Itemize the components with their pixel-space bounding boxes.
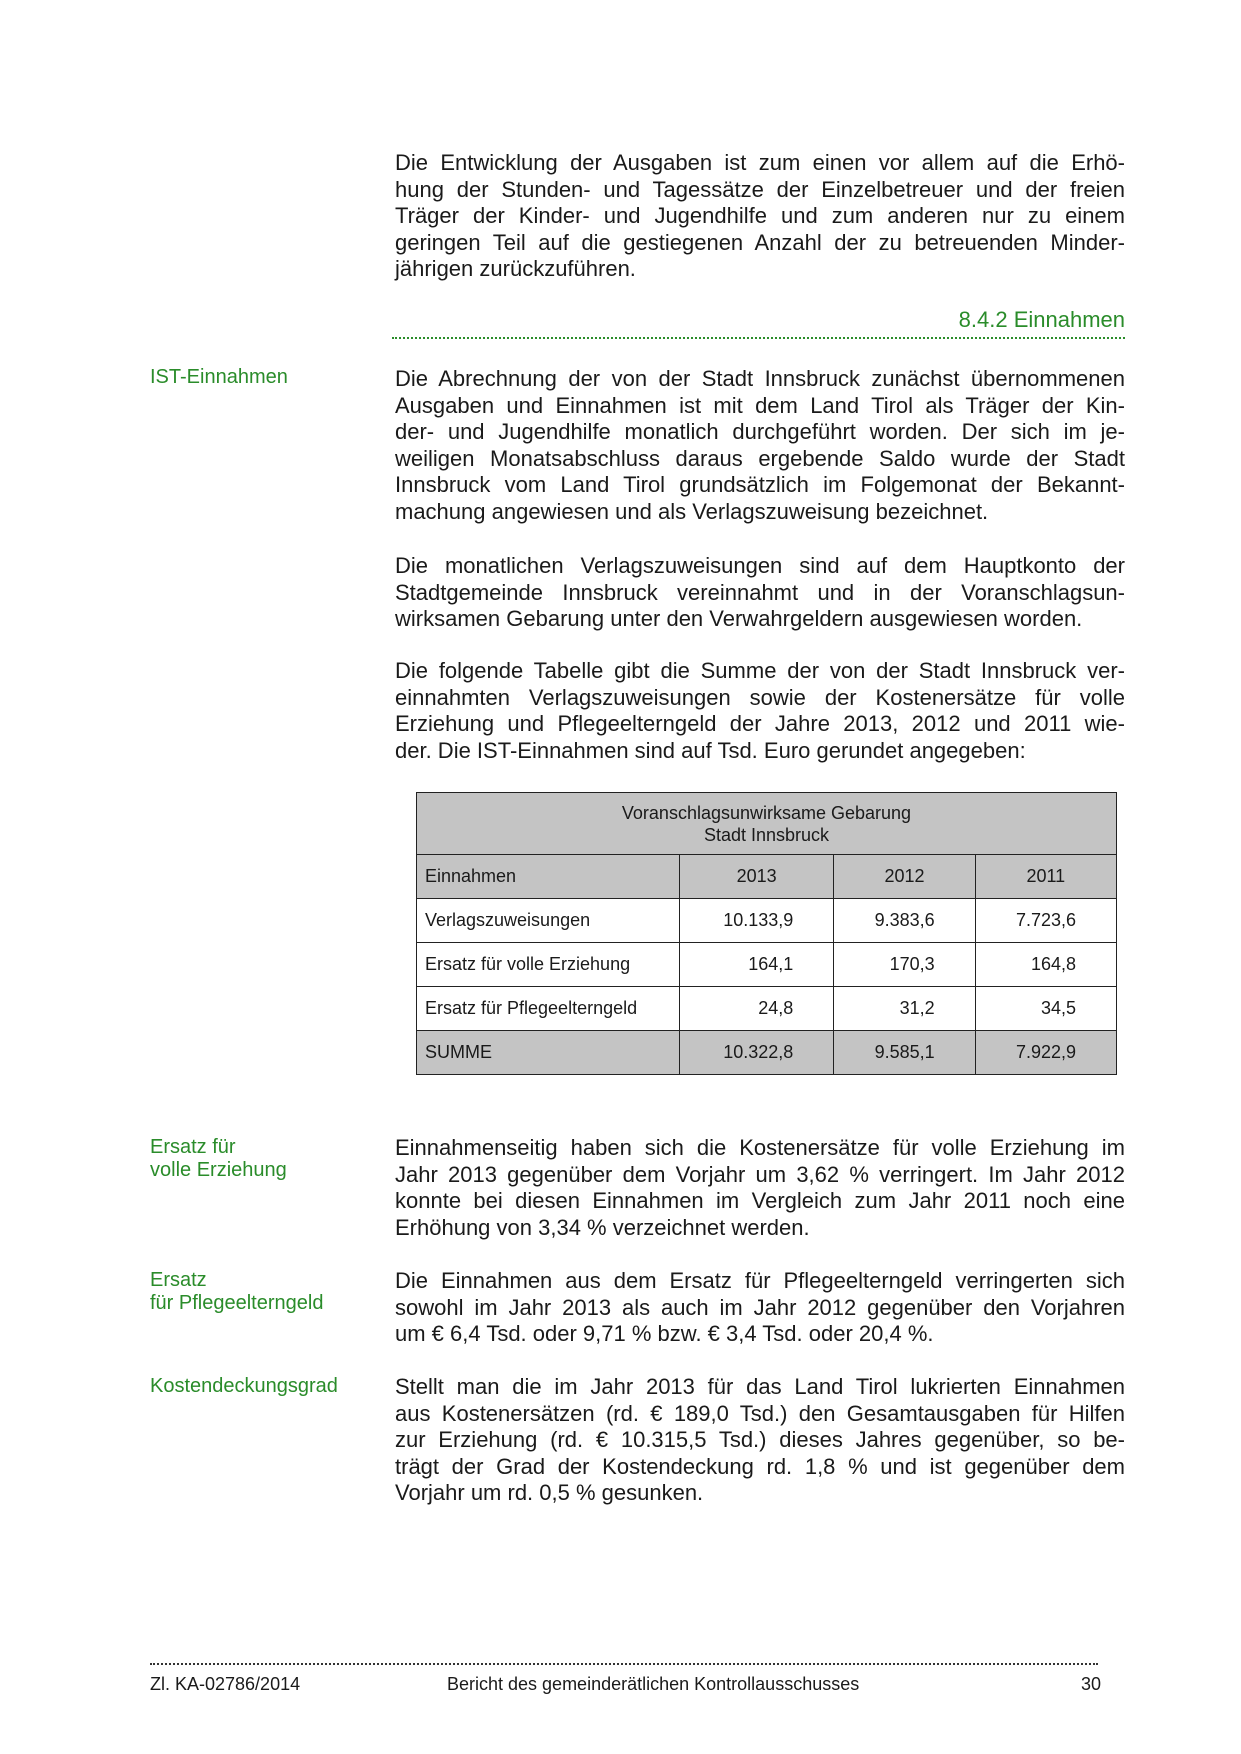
text-line: einnahmten Verlagszuweisungen sowie der Kostenersätze für volle	[395, 684, 1125, 710]
header-cell: 2011	[975, 855, 1116, 899]
text-line: hung der Stunden- und Tagessätze der Einzelbetreuer und der freien	[395, 176, 1125, 202]
table-title	[417, 793, 1117, 855]
text-line: Die Abrechnung der von der Stadt Innsbruck zunächst übernommenen	[395, 366, 1125, 391]
row-label: Ersatz für volle Erziehung	[417, 943, 680, 987]
cell: 9.585,1	[834, 1031, 975, 1075]
paragraph-pflege	[395, 1268, 1125, 1348]
text-line: Die monatlichen Verlagszuweisungen sind auf dem Hauptkonto der	[395, 553, 1125, 578]
table-title-line: Voranschlagsunwirksame Gebarung	[621, 802, 912, 823]
text-line: Die Entwicklung der Ausgaben ist zum einen vor allem auf die Erhö-	[395, 150, 1125, 175]
cell: 10.133,9	[680, 899, 834, 943]
cell: 170,3	[834, 943, 975, 987]
text-line: der- und Jugendhilfe monatlich durchgeführt worden. Der sich im je-	[395, 419, 1125, 445]
paragraph-intro	[395, 150, 1125, 283]
text-line: trägt der Grad der Kostendeckung rd. 1,8 % und ist gegenüber dem	[395, 1453, 1125, 1479]
page-number: 30	[1080, 1674, 1101, 1694]
text-line: Die Einnahmen aus dem Ersatz für Pflegeelterngeld verringerten sich	[395, 1268, 1125, 1293]
table-row	[417, 987, 1117, 1031]
text-line: Kostendeckungsgrad	[150, 1375, 338, 1397]
text-line: für Pflegeelterngeld	[150, 1292, 324, 1314]
section-heading: 8.4.2 Einnahmen	[958, 307, 1125, 332]
text-line: Ersatz	[150, 1269, 207, 1291]
cell: 164,8	[975, 943, 1116, 987]
table-header-row	[417, 855, 1117, 899]
paragraph-tabelle-intro	[395, 658, 1125, 764]
cell: 7.723,6	[975, 899, 1116, 943]
text-line: wirksamen Gebarung unter den Verwahrgeldern ausgewiesen worden.	[395, 606, 1083, 632]
text-line: Einnahmenseitig haben sich die Kostenersätze für volle Erziehung im	[395, 1135, 1125, 1160]
row-label: SUMME	[417, 1031, 680, 1075]
margin-label-ersatz-pflege	[150, 1269, 323, 1315]
paragraph-erziehung	[395, 1135, 1125, 1241]
margin-label-kostendeckung	[150, 1375, 338, 1398]
income-table	[416, 792, 1117, 1075]
text-line: um € 6,4 Tsd. oder 9,71 % bzw. € 3,4 Tsd. oder 20,4 %.	[395, 1321, 934, 1347]
header-cell: 2013	[680, 855, 834, 899]
footer-title: Bericht des gemeinderätlichen Kontrollausschusses	[447, 1674, 860, 1694]
text-line: geringen Teil auf die gestiegenen Anzahl der zu betreuenden Minder-	[395, 229, 1125, 255]
footer-reference: Zl. KA-02786/2014	[150, 1674, 301, 1694]
text-line: IST-Einnahmen	[150, 366, 288, 388]
text-line: Träger der Kinder- und Jugendhilfe und zum anderen nur zu einem	[395, 203, 1125, 229]
text-line: Die folgende Tabelle gibt die Summe der von der Stadt Innsbruck ver-	[395, 658, 1125, 683]
cell: 9.383,6	[834, 899, 975, 943]
cell: 24,8	[680, 987, 834, 1031]
header-cell: Einnahmen	[417, 855, 680, 899]
text-line: der. Die IST-Einnahmen sind auf Tsd. Euro gerundet angegeben:	[395, 737, 1026, 763]
paragraph-kostendeckung	[395, 1374, 1125, 1507]
text-line: Innsbruck vom Land Tirol grundsätzlich im Folgemonat der Bekannt-	[395, 472, 1125, 498]
header-cell: 2012	[834, 855, 975, 899]
paragraph-monatliche-zuweisungen	[395, 553, 1125, 633]
text-line: aus Kostenersätzen (rd. € 189,0 Tsd.) den Gesamtausgaben für Hilfen	[395, 1400, 1125, 1426]
text-line: zur Erziehung (rd. € 10.315,5 Tsd.) dieses Jahres gegenüber, so be-	[395, 1427, 1125, 1453]
table-row	[417, 899, 1117, 943]
cell: 164,1	[680, 943, 834, 987]
row-label: Ersatz für Pflegeelterngeld	[417, 987, 680, 1031]
text-line: sowohl im Jahr 2013 als auch im Jahr 2012 gegenüber den Vorjahren	[395, 1294, 1125, 1320]
text-line: Stellt man die im Jahr 2013 für das Land Tirol lukrierten Einnahmen	[395, 1374, 1125, 1399]
text-line: machung angewiesen und als Verlagszuweisung bezeichnet.	[395, 498, 989, 524]
margin-label-ist-einnahmen	[150, 366, 288, 389]
table-subtitle-line: Stadt Innsbruck	[703, 824, 830, 845]
text-line: Vorjahr um rd. 0,5 % gesunken.	[395, 1480, 704, 1506]
cell: 31,2	[834, 987, 975, 1031]
cell: 34,5	[975, 987, 1116, 1031]
text-line: Stadtgemeinde Innsbruck vereinnahmt und in der Voranschlagsun-	[395, 579, 1125, 605]
margin-label-ersatz-erziehung	[150, 1136, 287, 1182]
heading-divider	[392, 337, 1125, 339]
text-line: volle Erziehung	[150, 1159, 287, 1181]
text-line: Erziehung und Pflegeelterngeld der Jahre 2013, 2012 und 2011 wie-	[395, 711, 1125, 737]
cell: 7.922,9	[975, 1031, 1116, 1075]
text-line: Erhöhung von 3,34 % verzeichnet werden.	[395, 1214, 810, 1240]
footer-divider	[150, 1663, 1098, 1665]
table-total-row	[417, 1031, 1117, 1075]
text-line: weiligen Monatsabschluss daraus ergebende Saldo wurde der Stadt	[395, 445, 1125, 471]
row-label: Verlagszuweisungen	[417, 899, 680, 943]
text-line: Jahr 2013 gegenüber dem Vorjahr um 3,62 % verringert. Im Jahr 2012	[395, 1161, 1125, 1187]
text-line: Ersatz für	[150, 1136, 236, 1158]
text-line: Ausgaben und Einnahmen ist mit dem Land Tirol als Träger der Kin-	[395, 392, 1125, 418]
paragraph-abrechnung	[395, 366, 1125, 526]
text-line: jährigen zurückzuführen.	[395, 256, 636, 282]
text-line: konnte bei diesen Einnahmen im Vergleich zum Jahr 2011 noch eine	[395, 1188, 1125, 1214]
cell: 10.322,8	[680, 1031, 834, 1075]
table-row	[417, 943, 1117, 987]
